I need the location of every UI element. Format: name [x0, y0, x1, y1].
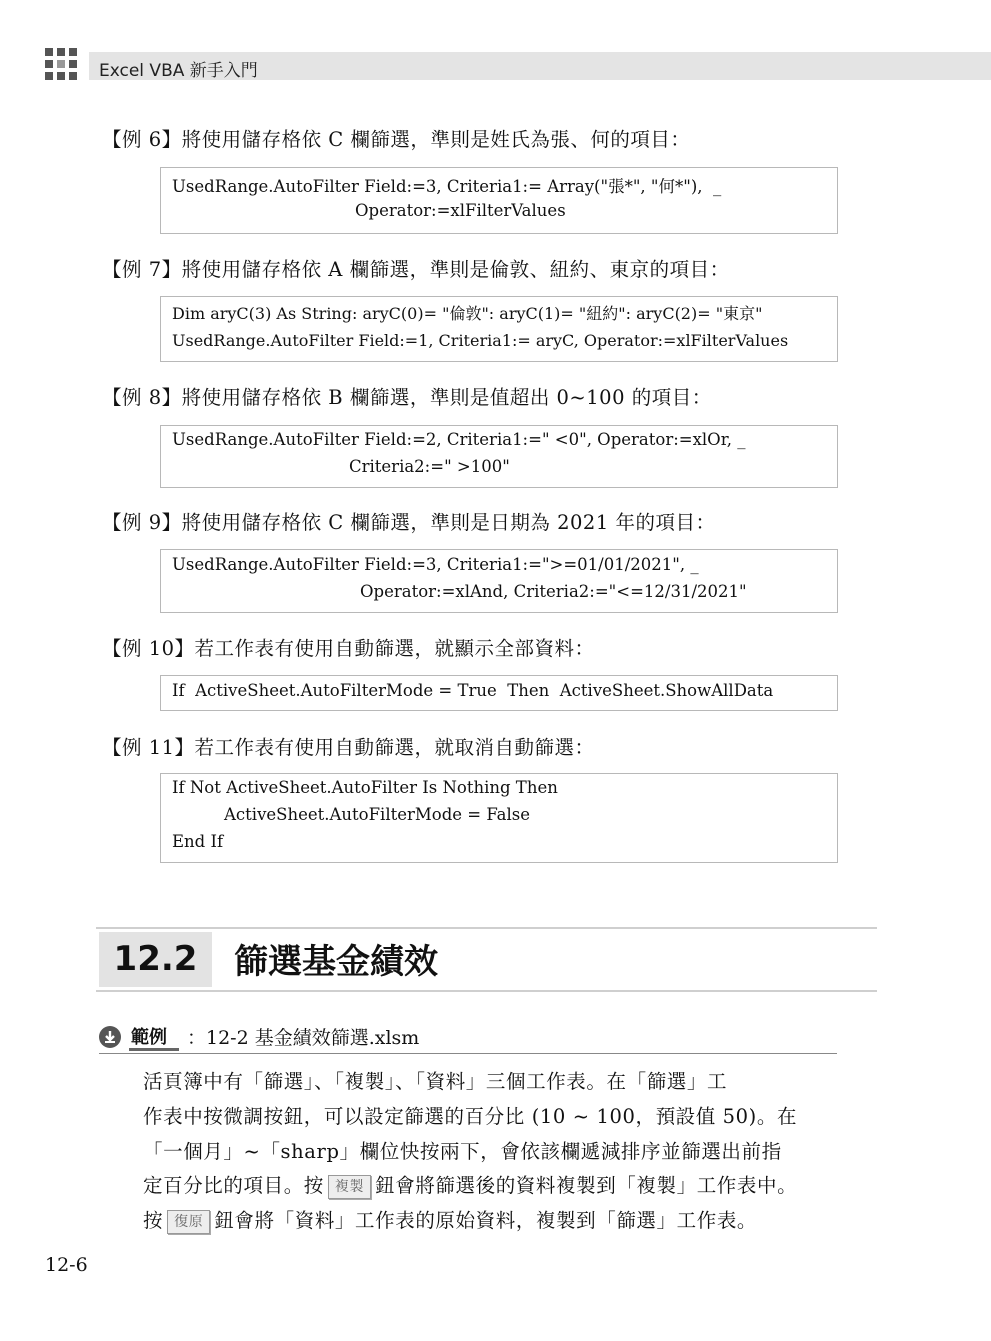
paragraph-text: 鈕會將「資料」工作表的原始資料，複製到「篩選」工作表。 [214, 1209, 758, 1232]
example-8-code [160, 425, 838, 488]
example-10-heading: 【例 10】若工作表有使用自動篩選，就顯示全部資料： [102, 637, 595, 660]
paragraph-text: 定百分比的項目。按 [143, 1174, 324, 1197]
paragraph-line [143, 1170, 797, 1199]
code-line: UsedRange.AutoFilter Field:=3, Criteria1:=">=01/01/2021", _ [172, 555, 699, 574]
example-7-code [160, 296, 838, 362]
code-line: End If [172, 832, 224, 851]
page-header [45, 48, 991, 84]
example-11-code [160, 773, 838, 863]
restore-button-image: 復原 [167, 1210, 210, 1234]
copy-button-image: 複製 [328, 1175, 371, 1199]
code-line: UsedRange.AutoFilter Field:=2, Criteria1:=" <0", Operator:=xlOr, _ [172, 430, 746, 449]
code-line: Operator:=xlAnd, Criteria2:="<=12/31/2021" [360, 582, 747, 601]
grid-logo-icon [45, 48, 77, 80]
example-7-heading: 【例 7】將使用儲存格依 A 欄篩選，準則是倫敦、紐約、東京的項目： [102, 258, 730, 281]
sample-label: 範例 [131, 1027, 167, 1048]
code-line: If ActiveSheet.AutoFilterMode = True Then ActiveSheet.ShowAllData [172, 681, 774, 700]
code-line: UsedRange.AutoFilter Field:=3, Criteria1:= Array("張*", "何*"), _ [172, 177, 722, 196]
sample-label-underline [129, 1048, 179, 1051]
example-6-heading: 【例 6】將使用儲存格依 C 欄篩選，準則是姓氏為張、何的項目： [102, 128, 691, 151]
download-icon [99, 1026, 121, 1048]
example-9-heading: 【例 9】將使用儲存格依 C 欄篩選，準則是日期為 2021 年的項目： [102, 511, 716, 534]
paragraph-text: 鈕會將篩選後的資料複製到「複製」工作表中。 [375, 1174, 798, 1197]
section-number: 12.2 [99, 932, 212, 987]
header-bar [89, 52, 991, 80]
code-line: Dim aryC(3) As String: aryC(0)= "倫敦": aryC(1)= "紐約": aryC(2)= "東京" [172, 304, 763, 323]
sample-file-line [99, 1023, 837, 1054]
paragraph-line [143, 1205, 757, 1234]
code-line: Operator:=xlFilterValues [355, 201, 566, 220]
code-line: ActiveSheet.AutoFilterMode = False [224, 805, 531, 824]
code-line: UsedRange.AutoFilter Field:=1, Criteria1:= aryC, Operator:=xlFilterValues [172, 331, 789, 350]
paragraph-line: 活頁簿中有「篩選」、「複製」、「資料」三個工作表。在「篩選」工 [143, 1070, 728, 1093]
sample-filename: ：12-2 基金績效篩選.xlsm [187, 1027, 420, 1049]
example-8-heading: 【例 8】將使用儲存格依 B 欄篩選，準則是值超出 0~100 的項目： [102, 386, 712, 409]
paragraph-line: 「一個月」~「sharp」欄位快按兩下，會依該欄遞減排序並篩選出前指 [143, 1140, 782, 1163]
section-title: 篩選基金績效 [234, 942, 438, 982]
section-header [96, 927, 877, 992]
book-title: Excel VBA 新手入門 [99, 61, 258, 81]
code-line: Criteria2:=" >100" [349, 457, 510, 476]
example-6-code [160, 167, 838, 234]
code-line: If Not ActiveSheet.AutoFilter Is Nothing Then [172, 778, 558, 797]
example-10-code [160, 675, 838, 711]
page-number: 12-6 [45, 1254, 88, 1276]
paragraph-text: 按 [143, 1209, 164, 1232]
example-11-heading: 【例 11】若工作表有使用自動篩選，就取消自動篩選： [102, 736, 595, 759]
example-9-code [160, 549, 838, 613]
paragraph-line: 作表中按微調按鈕，可以設定篩選的百分比 (10 ~ 100，預設值 50)。在 [143, 1105, 798, 1128]
